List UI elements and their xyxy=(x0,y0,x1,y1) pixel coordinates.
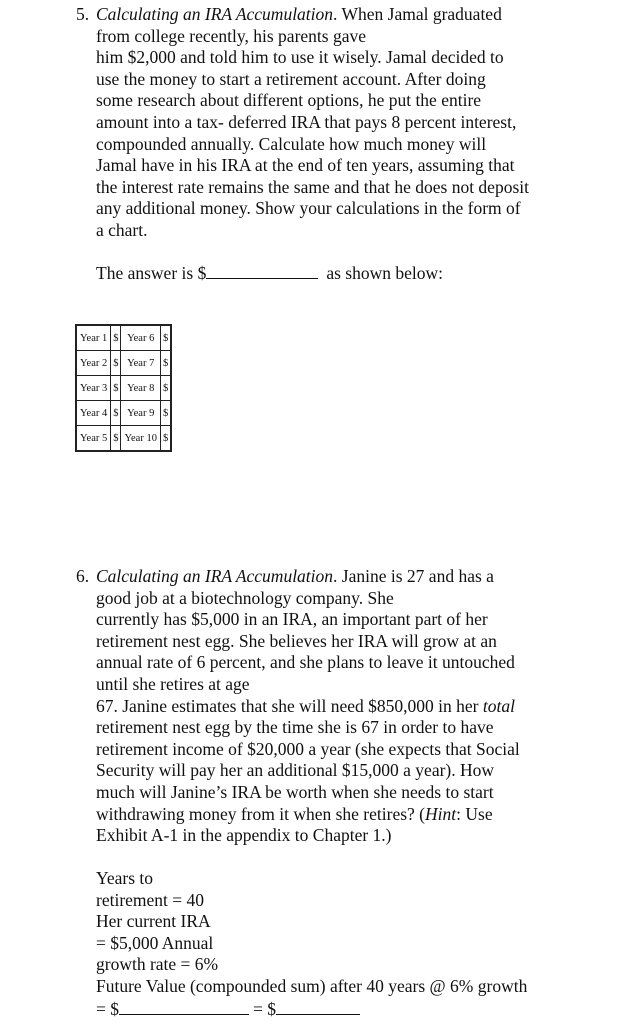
question-6-line: Exhibit A-1 in the appendix to Chapter 1.) xyxy=(96,825,392,846)
question-5-line xyxy=(96,4,566,26)
table-row xyxy=(76,351,171,376)
year-cell: Year 4 xyxy=(76,401,111,426)
hint-line-end: : Use xyxy=(456,803,493,824)
question-5-text xyxy=(96,4,566,242)
answer-line xyxy=(96,262,443,284)
question-6-line: good job at a biotechnology company. She xyxy=(96,587,394,608)
answer-blank[interactable] xyxy=(206,262,318,279)
question-6-line xyxy=(96,804,566,826)
question-6-line: retirement income of $20,000 a year (she expects that Social xyxy=(96,738,520,759)
question-5-number: 5. xyxy=(76,4,90,24)
calc-line: Future Value (compounded sum) after 40 years @ 6% growth xyxy=(96,975,528,996)
table-row xyxy=(76,325,171,351)
question-5-line: use the money to start a retirement account. After doing xyxy=(96,68,486,89)
year-cell: Year 1 xyxy=(76,325,111,351)
question-6-line: much will Janine’s IRA be worth when she needs to start xyxy=(96,781,494,802)
hint-line-text: withdrawing money from it when she retires? ( xyxy=(96,803,426,824)
year-cell: Year 7 xyxy=(121,351,160,376)
question-6-first-line: . Janine is 27 and has a xyxy=(333,566,494,586)
question-6-line: until she retires at age xyxy=(96,673,250,694)
question-5-line: amount into a tax- deferred IRA that pays 8 percent interest, xyxy=(96,111,517,132)
table-row xyxy=(76,401,171,426)
amount-cell[interactable]: $ xyxy=(111,426,121,452)
calculation-block xyxy=(96,868,527,1020)
question-6-line xyxy=(96,696,566,718)
year-cell: Year 9 xyxy=(121,401,160,426)
hint-emphasis: Hint xyxy=(425,803,457,824)
question-6-line: retirement nest egg. She believes her IRA will grow at an xyxy=(96,630,497,651)
equation-prefix: = $ xyxy=(96,998,119,1019)
question-5-line: him $2,000 and told him to use it wisely. Jamal decided to xyxy=(96,47,504,68)
question-6-number: 6. xyxy=(76,566,90,586)
calc-line: = $5,000 Annual xyxy=(96,932,214,953)
year-cell: Year 3 xyxy=(76,376,111,401)
year-chart-table xyxy=(75,324,172,452)
year-cell: Year 6 xyxy=(121,325,160,351)
question-6-line: currently has $5,000 in an IRA, an important part of her xyxy=(96,609,488,630)
calc-line: Years to xyxy=(96,868,154,888)
total-line-text: 67. Janine estimates that she will need $850,000 in her xyxy=(96,695,483,716)
table-row xyxy=(76,426,171,452)
question-6-text xyxy=(96,566,566,847)
question-6-line: retirement nest egg by the time she is 67 in order to have xyxy=(96,717,494,738)
amount-cell[interactable]: $ xyxy=(160,351,171,376)
amount-cell[interactable]: $ xyxy=(160,401,171,426)
question-6-line: Security will pay her an additional $15,000 a year). How xyxy=(96,760,495,781)
amount-cell[interactable]: $ xyxy=(160,325,171,351)
equation-line xyxy=(96,998,527,1021)
amount-cell[interactable]: $ xyxy=(111,376,121,401)
year-cell: Year 5 xyxy=(76,426,111,452)
table-row xyxy=(76,376,171,401)
amount-cell[interactable]: $ xyxy=(111,325,121,351)
amount-cell[interactable]: $ xyxy=(111,351,121,376)
calc-line: Her current IRA xyxy=(96,911,211,932)
question-5-line: some research about different options, he put the entire xyxy=(96,90,482,111)
question-6-line: annual rate of 6 percent, and she plans to leave it untouched xyxy=(96,652,515,673)
total-emphasis: total xyxy=(482,695,515,716)
answer-prefix: The answer is $ xyxy=(96,263,207,283)
question-5-line: from college recently, his parents gave xyxy=(96,25,367,46)
result-blank[interactable] xyxy=(276,998,360,1015)
answer-suffix: as shown below: xyxy=(326,263,443,283)
question-5-first-line: . When Jamal graduated xyxy=(333,4,502,24)
calc-line: growth rate = 6% xyxy=(96,954,219,975)
question-6-line xyxy=(96,566,566,588)
question-5-line: any additional money. Show your calculations in the form of xyxy=(96,198,521,219)
amount-cell[interactable]: $ xyxy=(160,376,171,401)
question-6-title: Calculating an IRA Accumulation xyxy=(96,566,334,586)
amount-cell[interactable]: $ xyxy=(111,401,121,426)
year-cell: Year 8 xyxy=(121,376,160,401)
question-5-line: the interest rate remains the same and that he does not deposit xyxy=(96,176,529,197)
future-value-blank[interactable] xyxy=(119,998,249,1015)
question-5-line: compounded annually. Calculate how much money will xyxy=(96,133,487,154)
question-5-title: Calculating an IRA Accumulation xyxy=(96,4,334,24)
amount-cell[interactable]: $ xyxy=(160,426,171,452)
year-cell: Year 2 xyxy=(76,351,111,376)
calc-line: retirement = 40 xyxy=(96,889,205,910)
equation-mid: = $ xyxy=(253,998,276,1019)
year-cell: Year 10 xyxy=(121,426,160,452)
question-5-line: Jamal have in his IRA at the end of ten years, assuming that xyxy=(96,155,515,176)
question-5-line: a chart. xyxy=(96,219,148,240)
